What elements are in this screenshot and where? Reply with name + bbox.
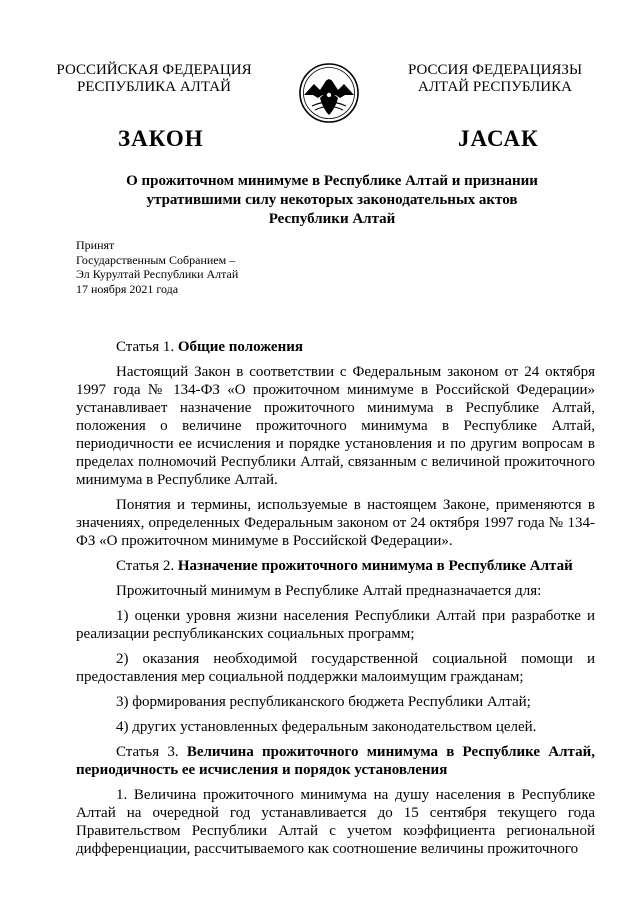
- header-right-line2: АЛТАЙ РЕСПУБЛИКА: [418, 79, 572, 95]
- header-left-line1: РОССИЙСКАЯ ФЕДЕРАЦИЯ: [56, 62, 252, 78]
- coat-of-arms-emblem: [298, 62, 360, 124]
- article-1-paragraph-1: Настоящий Закон в соответствии с Федеральным законом от 24 октября 1997 года № 134-ФЗ «О прожиточном минимуме в Российской Федерации» устанавливает назначение прожиточного минимума в Республике Алтай, положения о величине прожиточного минимума в Республике Алтай, периодичности ее исчисления и порядке установления и по другим вопросам в пределах полномочий Республики Алтай, связанным с величиной прожиточного минимума в Республике Алтай.: [76, 364, 595, 488]
- law-title-russian: ЗАКОН: [118, 126, 204, 151]
- article-3-prefix: Статья 3.: [116, 744, 187, 760]
- article-2-intro: Прожиточный минимум в Республике Алтай предназначается для:: [116, 583, 542, 599]
- article-2-title: Назначение прожиточного минимума в Республике Алтай: [177, 558, 573, 574]
- article-2-item-4: 4) других установленных федеральным законодательством целей.: [116, 719, 537, 735]
- article-2-item-3: 3) формирования республиканского бюджета Республики Алтай;: [116, 694, 531, 710]
- article-2-item-2: 2) оказания необходимой государственной социальной помощи и предоставления мер социальной поддержки малоимущим гражданам;: [76, 651, 595, 685]
- document-title-line3: Республики Алтай: [268, 211, 396, 227]
- law-body: [76, 338, 595, 865]
- article-3-heading: [76, 743, 595, 779]
- law-title-altai: JАСАК: [458, 126, 539, 151]
- article-3-title: Величина прожиточного минимума в Республике Алтай, периодичность ее исчисления и порядок установления: [76, 744, 595, 778]
- article-1-paragraph-2: Понятия и термины, используемые в настоящем Законе, применяются в значениях, определенных Федеральным законом от 24 октября 1997 года № 134-ФЗ «О прожиточном минимуме в Российской Федерации».: [76, 497, 595, 549]
- article-2-prefix: Статья 2.: [116, 558, 178, 574]
- header-left: [56, 62, 252, 96]
- article-3-paragraph-1: 1. Величина прожиточного минимума на душу населения в Республике Алтай на очередной год устанавливается до 15 сентября текущего года Правительством Республики Алтай с учетом коэффициента региональной дифференциации, рассчитываемого как соотношение величины прожиточного: [76, 787, 595, 857]
- adoption-date: 17 ноября 2021 года: [76, 281, 179, 296]
- article-1-heading: [76, 338, 595, 356]
- document-title-line2: утратившими силу некоторых законодательных актов: [146, 192, 518, 208]
- article-1-prefix: Статья 1.: [116, 339, 178, 355]
- header-left-line2: РЕСПУБЛИКА АЛТАЙ: [77, 79, 231, 95]
- article-1-title: Общие положения: [177, 339, 303, 355]
- document-title-line1: О прожиточном минимуме в Республике Алтай и признании: [126, 173, 538, 189]
- adoption-info: [76, 238, 238, 296]
- document-title: [122, 172, 542, 229]
- adoption-line2: Государственным Собранием –: [76, 252, 236, 267]
- header-right: [402, 62, 588, 96]
- article-2-item-1: 1) оценки уровня жизни населения Республики Алтай при разработке и реализации республиканских социальных программ;: [76, 608, 595, 642]
- article-2-heading: [76, 557, 595, 575]
- header-right-line1: РОССИЯ ФЕДЕРАЦИЯЗЫ: [407, 62, 583, 78]
- adoption-line1: Принят: [76, 238, 115, 252]
- adoption-line3: Эл Курултай Республики Алтай: [76, 267, 239, 281]
